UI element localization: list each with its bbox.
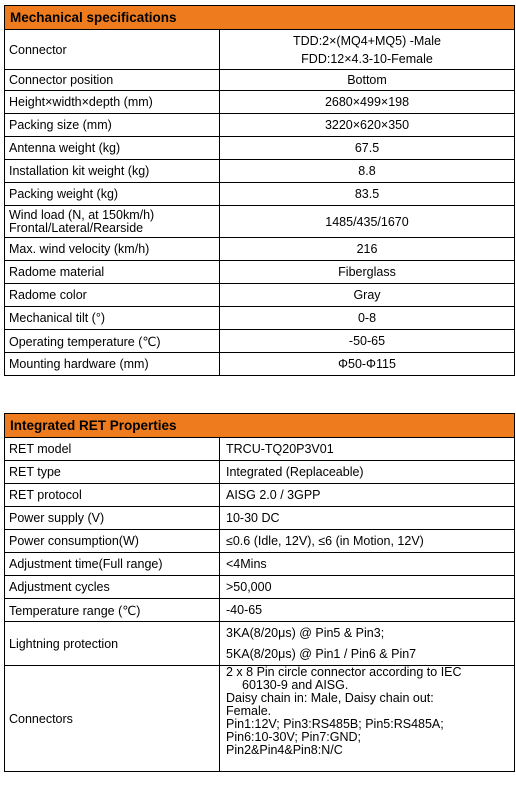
- row-label: Radome material: [5, 261, 220, 284]
- table-row: [5, 137, 515, 160]
- table-row: [5, 30, 515, 70]
- row-value: 10-30 DC: [220, 507, 515, 530]
- row-label: Installation kit weight (kg): [5, 160, 220, 183]
- row-value: Φ50-Φ115: [220, 353, 515, 376]
- table-row: [5, 507, 515, 530]
- row-value: 3220×620×350: [220, 114, 515, 137]
- row-value: 1485/435/1670: [220, 206, 515, 238]
- row-label: Connector: [5, 30, 220, 70]
- table-row: [5, 261, 515, 284]
- row-label: Mechanical tilt (°): [5, 307, 220, 330]
- row-value: Integrated (Replaceable): [220, 461, 515, 484]
- row-label: Power consumption(W): [5, 530, 220, 553]
- table-row: [5, 330, 515, 353]
- table-row: [5, 438, 515, 461]
- row-label: Connector position: [5, 70, 220, 91]
- row-value: 2680×499×198: [220, 91, 515, 114]
- row-value: TDD:2×(MQ4+MQ5) -Male FDD:12×4.3-10-Female: [220, 30, 515, 70]
- row-label: Adjustment cycles: [5, 576, 220, 599]
- row-label: Power supply (V): [5, 507, 220, 530]
- integrated-ret-properties-header: Integrated RET Properties: [5, 414, 515, 438]
- table-row: [5, 353, 515, 376]
- mechanical-specifications-table: [4, 5, 515, 376]
- row-label: Radome color: [5, 284, 220, 307]
- table-row: [5, 206, 515, 238]
- row-value: 3KA(8/20μs) @ Pin5 & Pin3; 5KA(8/20μs) @ Pin1 / Pin6 & Pin7: [220, 622, 515, 666]
- table-row: [5, 622, 515, 666]
- row-label: RET model: [5, 438, 220, 461]
- row-value: Fiberglass: [220, 261, 515, 284]
- row-label: Mounting hardware (mm): [5, 353, 220, 376]
- table-row: [5, 238, 515, 261]
- table-row: [5, 114, 515, 137]
- row-label: Antenna weight (kg): [5, 137, 220, 160]
- table-row: [5, 160, 515, 183]
- row-label: RET type: [5, 461, 220, 484]
- table-row: [5, 553, 515, 576]
- table-row: [5, 284, 515, 307]
- row-value: <4Mins: [220, 553, 515, 576]
- row-value: Gray: [220, 284, 515, 307]
- row-value: 0-8: [220, 307, 515, 330]
- row-value: 8.8: [220, 160, 515, 183]
- table-row: [5, 530, 515, 553]
- row-label: Wind load (N, at 150km/h) Frontal/Lateral/Rearside: [5, 206, 220, 238]
- row-value: 83.5: [220, 183, 515, 206]
- row-value: ≤0.6 (Idle, 12V), ≤6 (in Motion, 12V): [220, 530, 515, 553]
- table-row: [5, 484, 515, 507]
- row-value: -50-65: [220, 330, 515, 353]
- row-label: Max. wind velocity (km/h): [5, 238, 220, 261]
- table-row: [5, 183, 515, 206]
- table-row: [5, 666, 515, 772]
- row-value: 67.5: [220, 137, 515, 160]
- row-value: -40-65: [220, 599, 515, 622]
- row-label: Lightning protection: [5, 622, 220, 666]
- row-value: TRCU-TQ20P3V01: [220, 438, 515, 461]
- row-value: 2 x 8 Pin circle connector according to IEC 60130-9 and AISG. Daisy chain in: Male, Daisy chain out: Female. Pin1:12V; Pin3:RS485B; Pin5:RS485A; Pin6:10-30V; Pin7:GND; Pin2&Pin4&Pin8:N/C: [220, 666, 515, 772]
- table-row: [5, 70, 515, 91]
- table-row: [5, 91, 515, 114]
- table-row: [5, 461, 515, 484]
- row-value: Bottom: [220, 70, 515, 91]
- row-label: Packing weight (kg): [5, 183, 220, 206]
- table-row: [5, 599, 515, 622]
- integrated-ret-properties-table: [4, 413, 515, 772]
- row-value: AISG 2.0 / 3GPP: [220, 484, 515, 507]
- table-row: [5, 307, 515, 330]
- row-label: Height×width×depth (mm): [5, 91, 220, 114]
- row-label: Temperature range (℃): [5, 599, 220, 622]
- row-label: Packing size (mm): [5, 114, 220, 137]
- row-value: >50,000: [220, 576, 515, 599]
- table-row: [5, 576, 515, 599]
- row-label: Operating temperature (℃): [5, 330, 220, 353]
- row-label: Adjustment time(Full range): [5, 553, 220, 576]
- row-label: RET protocol: [5, 484, 220, 507]
- row-value: 216: [220, 238, 515, 261]
- mechanical-specifications-header: Mechanical specifications: [5, 6, 515, 30]
- row-label: Connectors: [5, 666, 220, 772]
